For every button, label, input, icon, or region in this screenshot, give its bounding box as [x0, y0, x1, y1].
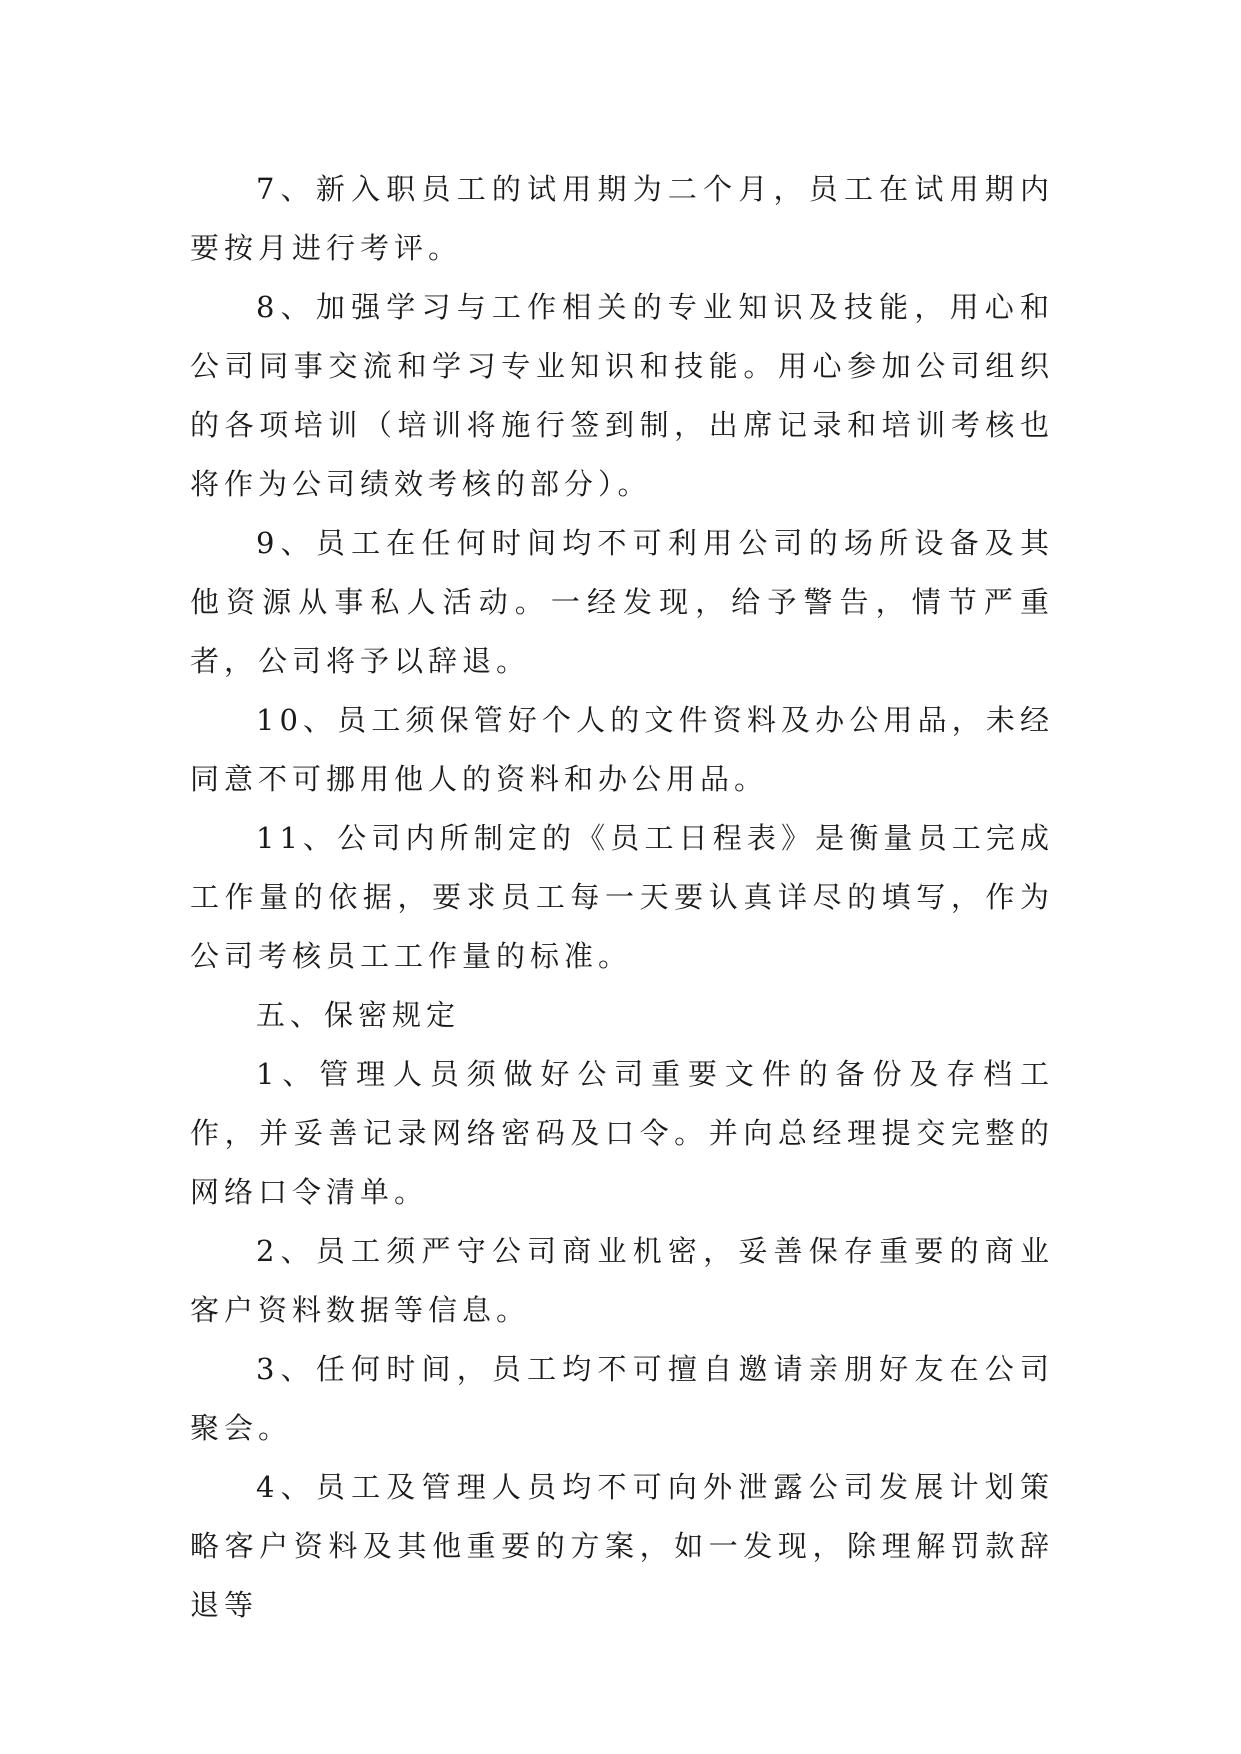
paragraph-rule-11: 11、公司内所制定的《员工日程表》是衡量员工完成工作量的依据，要求员工每一天要认真详尽的填写，作为公司考核员工工作量的标准。	[190, 821, 1054, 973]
paragraph-confidentiality-4: 4、员工及管理人员均不可向外泄露公司发展计划策略客户资料及其他重要的方案，如一发现，除理解罚款辞退等	[190, 1470, 1054, 1622]
paragraph-confidentiality-1: 1、管理人员须做好公司重要文件的备份及存档工作，并妥善记录网络密码及口令。并向总经理提交完整的网络口令清单。	[190, 1057, 1054, 1209]
paragraph-rule-9: 9、员工在任何时间均不可利用公司的场所设备及其他资源从事私人活动。一经发现，给予警告，情节严重者，公司将予以辞退。	[190, 526, 1054, 678]
paragraph-rule-8: 8、加强学习与工作相关的专业知识及技能，用心和公司同事交流和学习专业知识和技能。用心参加公司组织的各项培训（培训将施行签到制，出席记录和培训考核也将作为公司绩效考核的部分）。	[190, 290, 1054, 501]
paragraph-confidentiality-3: 3、任何时间，员工均不可擅自邀请亲朋好友在公司聚会。	[190, 1352, 1054, 1445]
paragraph-rule-7: 7、新入职员工的试用期为二个月，员工在试用期内要按月进行考评。	[190, 172, 1054, 265]
paragraph-confidentiality-2: 2、员工须严守公司商业机密，妥善保存重要的商业客户资料数据等信息。	[190, 1234, 1054, 1327]
paragraph-rule-10: 10、员工须保管好个人的文件资料及办公用品，未经同意不可挪用他人的资料和办公用品。	[190, 703, 1054, 796]
document-body	[190, 160, 1054, 1635]
section-heading-confidentiality: 五、保密规定	[256, 998, 461, 1032]
